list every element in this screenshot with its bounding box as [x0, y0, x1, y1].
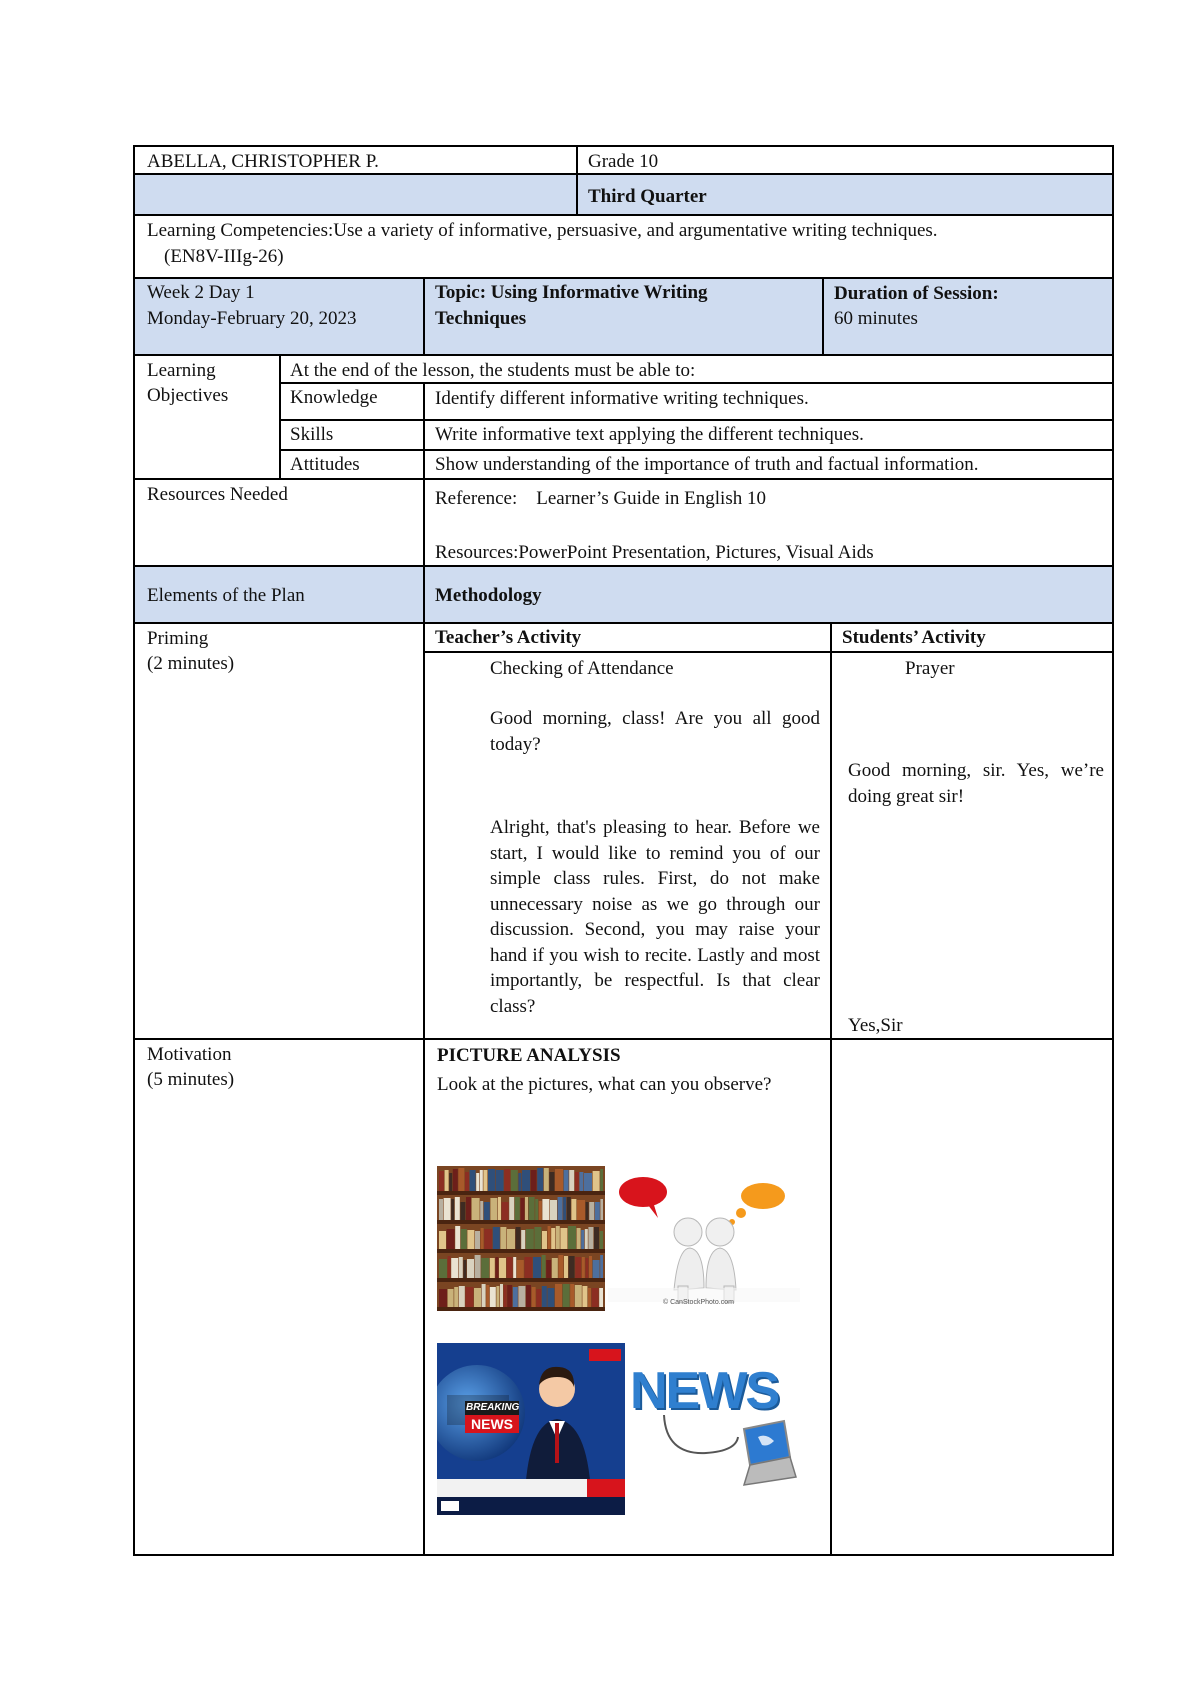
topic-line-2: Techniques [435, 308, 527, 329]
duration-label: Duration of Session: [834, 283, 999, 304]
objective-text: Show understanding of the importance of truth and factual information. [435, 454, 979, 475]
objective-domain: Skills [290, 424, 334, 445]
student-line: Prayer [905, 658, 955, 679]
picture-analysis-heading: PICTURE ANALYSIS [437, 1045, 621, 1066]
teacher-line: Good morning, class! Are you all good today? [490, 708, 820, 755]
priming-time: (2 minutes) [147, 653, 235, 674]
objectives-label-1: Learning [147, 360, 216, 381]
objective-text: Write informative text applying the different techniques. [435, 424, 864, 445]
priming-label: Priming [147, 628, 209, 649]
teacher-name: ABELLA, CHRISTOPHER P. [147, 151, 379, 172]
news-3d-text: NEWS [630, 1362, 778, 1420]
resources-text: Resources:PowerPoint Presentation, Pictures, Visual Aids [435, 542, 874, 563]
teacher-activity-header: Teacher’s Activity [435, 627, 582, 648]
bookshelf-icon [437, 1166, 605, 1311]
reference-text: Reference: Learner’s Guide in English 10 [435, 488, 766, 509]
breaking-news-picture [437, 1343, 625, 1515]
competency-text: Learning Competencies:Use a variety of informative, persuasive, and argumentative writing techniques. [147, 220, 938, 241]
talking-figures-picture [608, 1170, 800, 1310]
student-line: Good morning, sir. Yes, we’re doing great sir! [848, 760, 1104, 807]
laptop-icon [626, 1345, 801, 1513]
teacher-line: Alright, that's pleasing to hear. Before we start, I would like to remind you of our simple class rules. First, do not make unnecessary noise as we go through our discussion. Second, you may raise your hand if you wish to recite. Lastly and most importantly, be respectful. Is that clear class? [490, 817, 820, 1017]
student-line: Yes,Sir [848, 1015, 903, 1036]
methodology-label: Methodology [435, 585, 542, 606]
laptop-news-picture [626, 1345, 801, 1513]
resources-label: Resources Needed [147, 484, 288, 505]
students-activity-header: Students’ Activity [842, 627, 986, 648]
duration-value: 60 minutes [834, 308, 918, 329]
week-day: Week 2 Day 1 [147, 282, 255, 303]
quarter-label: Third Quarter [588, 186, 707, 207]
objectives-label-2: Objectives [147, 385, 229, 406]
talking-people-icon [608, 1170, 800, 1310]
teacher-line: Checking of Attendance [490, 658, 674, 679]
image-credit: © CanStockPhoto.com [663, 1299, 734, 1306]
news-anchor-icon [437, 1343, 625, 1515]
bookshelf-picture [437, 1166, 605, 1311]
grade-level: Grade 10 [588, 151, 659, 172]
objective-domain: Attitudes [290, 454, 360, 475]
breaking-label: BREAKING [466, 1402, 520, 1413]
motivation-label: Motivation [147, 1044, 232, 1065]
elements-label: Elements of the Plan [147, 585, 305, 606]
objectives-intro: At the end of the lesson, the students must be able to: [290, 360, 696, 381]
objective-text: Identify different informative writing techniques. [435, 388, 809, 409]
topic-line-1: Topic: Using Informative Writing [435, 282, 708, 303]
objective-domain: Knowledge [290, 387, 378, 408]
competency-code: (EN8V-IIIg-26) [164, 246, 284, 267]
blank-header-fill [134, 174, 576, 214]
picture-prompt: Look at the pictures, what can you observe? [437, 1074, 772, 1095]
news-label: NEWS [471, 1416, 513, 1432]
lesson-date: Monday-February 20, 2023 [147, 308, 357, 329]
motivation-time: (5 minutes) [147, 1069, 235, 1090]
